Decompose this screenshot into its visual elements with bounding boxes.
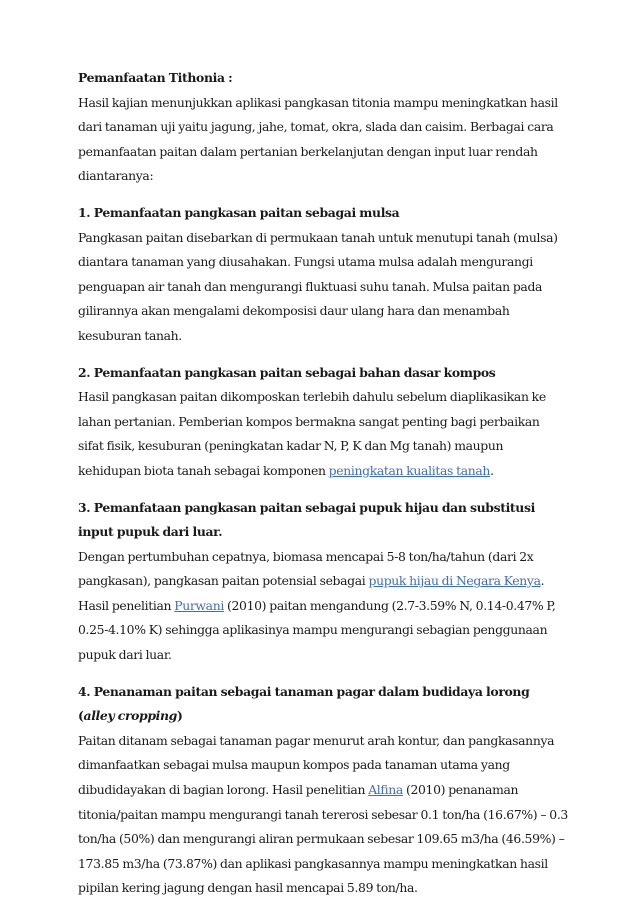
section-3-text-a: Dengan pertumbuhan cepatnya, biomasa mencapai 5-8 ton/ha/tahun (dari 2x pangkasan), pangkasan paitan potensial sebagai (78, 548, 534, 589)
section-3-text-b: . Hasil penelitian (78, 573, 545, 613)
section-4-text-a: Paitan ditanam sebagai tanaman pagar menurut arah kontur, dan pangkasannya dimanfaatkan sebagai mulsa maupun kompos pada tanaman utama yang dibudidayakan di bagian lorong. Hasil penelitian (78, 732, 555, 798)
section-2-body (78, 385, 568, 483)
section-3-text-c: (2010) paitan mengandung (2.7-3.59% N, 0.14-0.47% P, 0.25-4.10% K) sehingga aplikasinya mampu mengurangi sebagian penggunaan pupuk dari luar. (78, 597, 556, 663)
document-page (78, 66, 568, 901)
section-4-heading-a: 4. Penanaman paitan sebagai tanaman pagar dalam budidaya lorong ( (78, 683, 530, 724)
link-pupuk-hijau-kenya[interactable]: pupuk hijau di Negara Kenya (368, 573, 541, 589)
link-purwani[interactable]: Purwani (174, 597, 224, 613)
intro-paragraph: Hasil kajian menunjukkan aplikasi pangkasan titonia mampu meningkatkan hasil dari tanaman uji yaitu jagung, jahe, tomat, okra, slada dan caisim. Berbagai cara pemanfaatan paitan dalam pertanian berkelanjutan dengan input luar rendah diantaranya: (78, 94, 558, 184)
section-4-heading-em: alley cropping (83, 708, 177, 724)
section-3-heading: 3. Pemanfataan pangkasan paitan sebagai pupuk hijau dan substitusi input pupuk dari luar. (78, 499, 535, 540)
section-4-text-b: (2010) penanaman titonia/paitan mampu mengurangi tanah tererosi sebesar 0.1 ton/ha (16.67%) – 0.3 ton/ha (50%) dan mengurangi aliran permukaan sebesar 109.65 m3/ha (46.59%) – 173.85 m3/ha (73.87%) dan aplikasi pangkasannya mampu meningkatkan hasil pipilan kering jagung dengan hasil mencapai 5.89 ton/ha. (78, 782, 568, 896)
section-2-heading: 2. Pemanfaatan pangkasan paitan sebagai bahan dasar kompos (78, 364, 496, 380)
section-4-heading-b: ) (177, 708, 183, 724)
link-alfina[interactable]: Alfina (368, 782, 403, 798)
section-3-body (78, 545, 568, 668)
section-4-body (78, 729, 568, 901)
section-1-body: Pangkasan paitan disebarkan di permukaan tanah untuk menutupi tanah (mulsa) diantara tanaman yang diusahakan. Fungsi utama mulsa adalah mengurangi penguapan air tanah dan mengurangi fluktuasi suhu tanah. Mulsa paitan pada gilirannya akan mengalami dekomposisi daur ulang hara dan menambah kesuburan tanah. (78, 229, 558, 343)
document-title: Pemanfaatan Tithonia : (78, 70, 233, 85)
link-peningkatan-kualitas-tanah[interactable]: peningkatan kualitas tanah (328, 462, 491, 478)
section-1-heading: 1. Pemanfaatan pangkasan paitan sebagai mulsa (78, 204, 400, 220)
section-2-text-b: . (490, 462, 494, 478)
section-2-text-a: Hasil pangkasan paitan dikomposkan terlebih dahulu sebelum diaplikasikan ke lahan pertanian. Pemberian kompos bermakna sangat penting bagi perbaikan sifat fisik, kesuburan (peningkatan kadar N, P, K dan Mg tanah) maupun kehidupan biota tanah sebagai komponen (78, 389, 546, 478)
section-4-heading (78, 680, 568, 729)
